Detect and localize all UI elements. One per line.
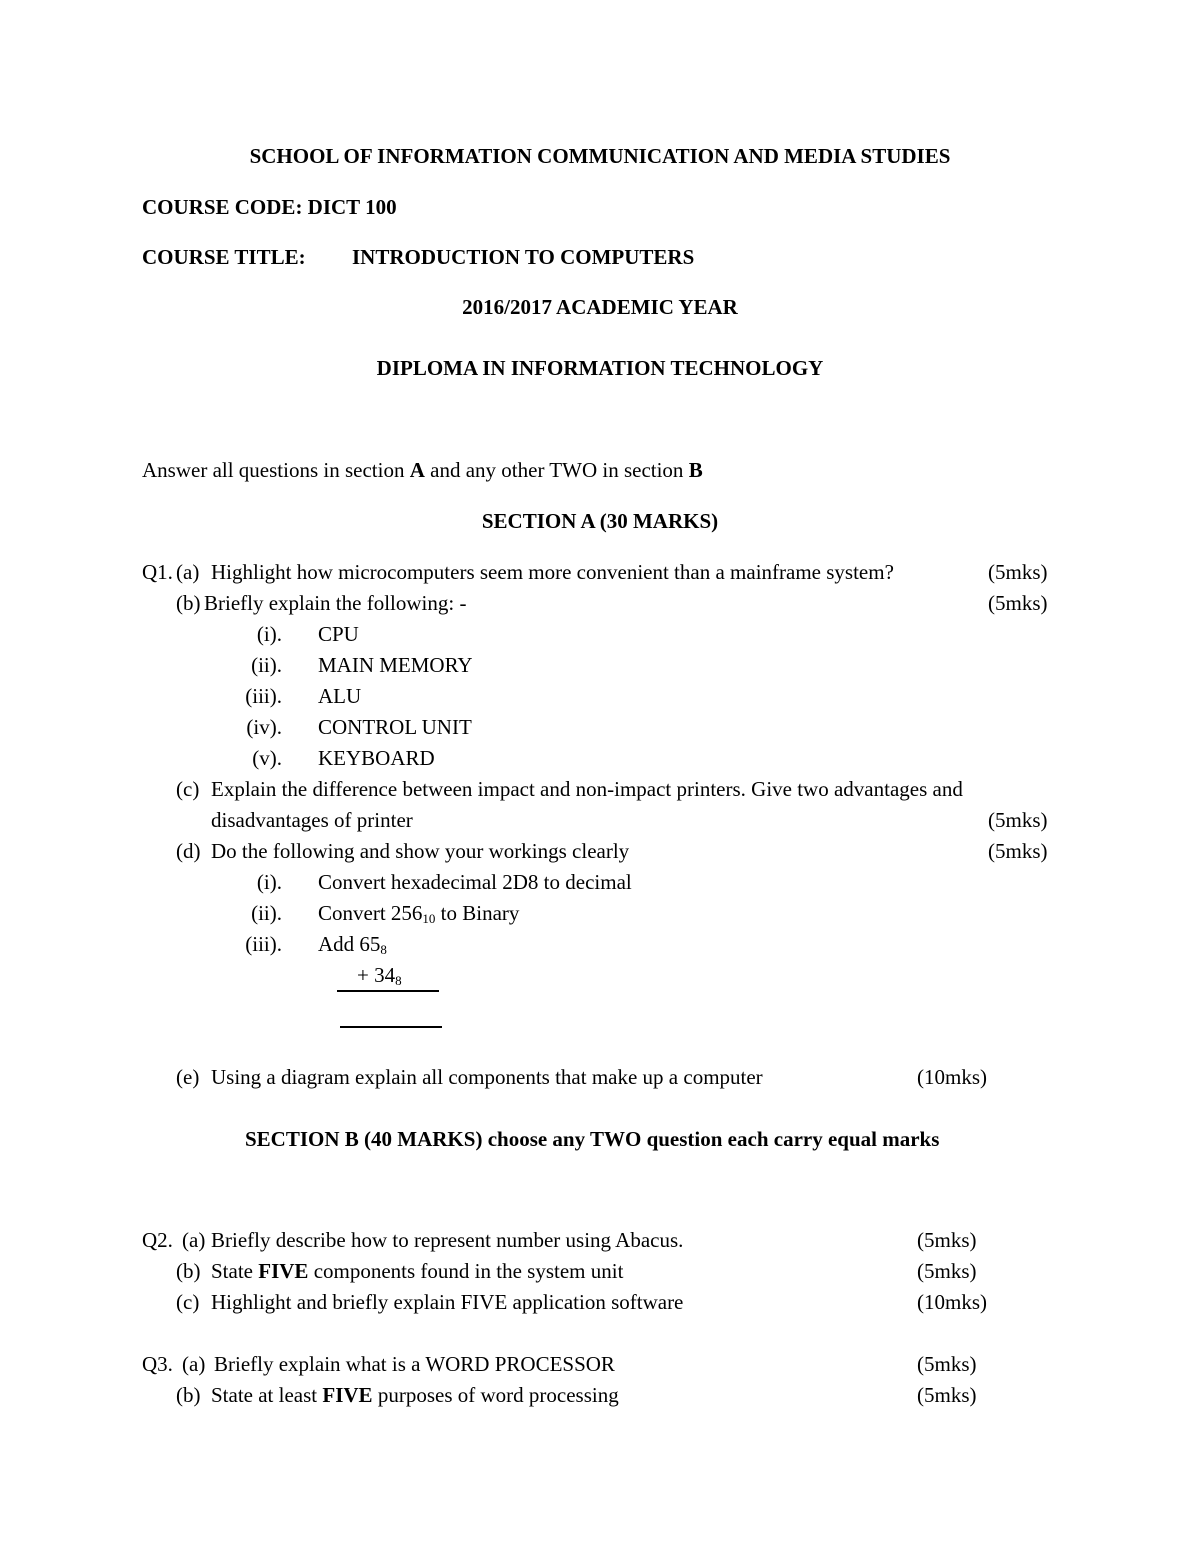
q1a-marks: (5mks)	[988, 560, 1048, 584]
q1b-item-num: (iii).	[245, 684, 282, 708]
section-b-title: SECTION B (40 MARKS) choose any TWO question each carry equal marks	[245, 1127, 940, 1151]
q1b-item-num: (v).	[252, 746, 282, 770]
programme: DIPLOMA IN INFORMATION TECHNOLOGY	[376, 356, 824, 380]
section-a-title: SECTION A (30 MARKS)	[481, 509, 719, 533]
q1d-item-text: Convert hexadecimal 2D8 to decimal	[318, 870, 632, 894]
q2b-text: State FIVE components found in the system unit	[211, 1259, 624, 1283]
course-code: COURSE CODE: DICT 100	[142, 195, 397, 219]
q1c-label: (c)	[176, 777, 200, 801]
q1-number: Q1.	[142, 560, 173, 584]
q1a-text: Highlight how microcomputers seem more convenient than a mainframe system?	[211, 560, 894, 584]
q1d-marks: (5mks)	[988, 839, 1048, 863]
q2b-marks: (5mks)	[917, 1259, 977, 1283]
q2c-label: (c)	[176, 1290, 200, 1314]
q2a-marks: (5mks)	[917, 1228, 977, 1252]
q2c-marks: (10mks)	[917, 1290, 987, 1314]
academic-year: 2016/2017 ACADEMIC YEAR	[462, 295, 738, 319]
q1b-item-text: ALU	[318, 684, 362, 708]
q2b-label: (b)	[176, 1259, 201, 1283]
q1b-label: (b)	[176, 591, 201, 615]
q2a-text: Briefly describe how to represent number using Abacus.	[211, 1228, 684, 1252]
q3b-marks: (5mks)	[917, 1383, 977, 1407]
q3b-label: (b)	[176, 1383, 201, 1407]
q1c-marks: (5mks)	[988, 808, 1048, 832]
q1b-item-text: KEYBOARD	[318, 746, 435, 770]
q2c-text: Highlight and briefly explain FIVE application software	[211, 1290, 684, 1314]
q3-number: Q3.	[142, 1352, 173, 1376]
q1b-marks: (5mks)	[988, 591, 1048, 615]
course-title-label: COURSE TITLE:	[142, 245, 306, 269]
q1b-item-text: CONTROL UNIT	[318, 715, 472, 739]
q1a-label: (a)	[176, 560, 200, 584]
q1b-item-num: (iv).	[246, 715, 282, 739]
addition-operand: + $34_8$	[357, 963, 402, 988]
q1d-item-text: Add $65_8$	[318, 932, 387, 957]
q1d-item-num: (iii).	[245, 932, 282, 956]
q1b-item-num: (ii).	[251, 653, 282, 677]
addition-rule	[337, 990, 439, 992]
q1d-label: (d)	[176, 839, 201, 863]
q1b-item-text: CPU	[318, 622, 359, 646]
q1e-label: (e)	[176, 1065, 200, 1089]
q1c-text-line2: disadvantages of printer	[211, 808, 413, 832]
q1e-text: Using a diagram explain all components that make up a computer	[211, 1065, 763, 1089]
q1d-item-num: (i).	[256, 870, 282, 894]
q3a-marks: (5mks)	[917, 1352, 977, 1376]
q1b-text: Briefly explain the following: -	[204, 591, 467, 615]
q3b-text: State at least FIVE purposes of word processing	[211, 1383, 619, 1407]
q1d-item-num: (ii).	[251, 901, 282, 925]
q1d-text: Do the following and show your workings clearly	[211, 839, 630, 863]
course-title-value: INTRODUCTION TO COMPUTERS	[352, 245, 695, 269]
instructions: Answer all questions in section A and any other TWO in section B	[142, 458, 703, 482]
q1e-marks: (10mks)	[917, 1065, 987, 1089]
q3a-label: (a)	[182, 1352, 206, 1376]
q2a-label: (a)	[182, 1228, 206, 1252]
school-name: SCHOOL OF INFORMATION COMMUNICATION AND MEDIA STUDIES	[249, 144, 951, 168]
q1c-text-line1: Explain the difference between impact and non-impact printers. Give two advantages and	[211, 777, 963, 801]
q1d-item-text: Convert $256_{10}$ to Binary	[318, 901, 520, 926]
q2-number: Q2.	[142, 1228, 173, 1252]
q1b-item-text: MAIN MEMORY	[318, 653, 473, 677]
answer-rule	[340, 1026, 442, 1028]
q3a-text: Briefly explain what is a WORD PROCESSOR	[214, 1352, 615, 1376]
q1b-item-num: (i).	[256, 622, 282, 646]
